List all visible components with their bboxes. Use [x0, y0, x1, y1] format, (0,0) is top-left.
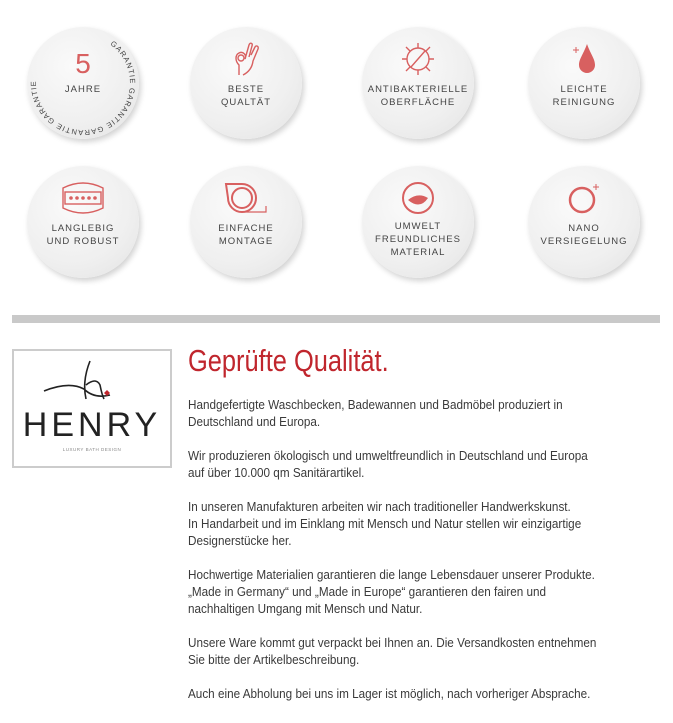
- badge-easy-cleaning: [528, 27, 640, 139]
- text-line: Hochwertige Materialien garantieren die lange Lebensdauer unserer Produkte.: [188, 568, 595, 582]
- svg-text:LUXURY BATH DESIGN: LUXURY BATH DESIGN: [62, 447, 122, 452]
- badge-label: FREUNDLICHES: [375, 234, 461, 245]
- page-title: Geprüfte Qualität.: [188, 343, 389, 378]
- antibacterial-icon: [400, 41, 436, 77]
- nano-ring-icon: [566, 180, 602, 216]
- badge-nano-sealing: [528, 166, 640, 278]
- text-line: Designerstücke her.: [188, 534, 292, 548]
- guarantee-years: 5: [75, 48, 91, 79]
- badge-label: ANTIBAKTERIELLE: [367, 84, 469, 95]
- text-line: auf über 10.000 qm Sanitärartikel.: [188, 466, 365, 480]
- description: [188, 397, 663, 720]
- badge-label: UMWELT: [394, 221, 442, 232]
- badge-label: REINIGUNG: [552, 97, 616, 108]
- text-line: Unsere Ware kommt gut verpackt bei Ihnen an. Die Versandkosten entnehmen: [188, 636, 597, 650]
- badge-label: VERSIEGELUNG: [540, 236, 628, 247]
- leaf-circle-icon: [400, 180, 436, 216]
- paragraph: [188, 635, 630, 669]
- paragraph: [188, 567, 630, 618]
- badge-guarantee: [27, 27, 139, 139]
- text-line: In unseren Manufakturen arbeiten wir nach traditioneller Handwerkskunst.: [188, 500, 571, 514]
- badge-label: UND ROBUST: [46, 236, 120, 247]
- five-stars-icon: [59, 180, 107, 216]
- badge-label: MONTAGE: [218, 236, 274, 247]
- text-line: nachhaltigen Umgang mit Mensch und Natur.: [188, 602, 423, 616]
- badge-eco-material: [362, 166, 474, 278]
- water-drop-icon: [569, 41, 599, 77]
- badge-durable: [27, 166, 139, 278]
- text-line: „Made in Germany“ und „Made in Europe“ garantieren den fairen und: [188, 585, 547, 599]
- badge-label: OBERFLÄCHE: [380, 97, 456, 108]
- ok-hand-icon: [231, 41, 261, 77]
- badge-label: EINFACHE: [218, 223, 274, 234]
- text-line: Wir produzieren ökologisch und umweltfreundlich in Deutschland und Europa: [188, 449, 588, 463]
- henry-logo-mark: [14, 351, 170, 466]
- badge-label: LANGLEBIG: [51, 223, 115, 234]
- text-line: Handgefertigte Waschbecken, Badewannen und Badmöbel produziert in: [188, 398, 563, 412]
- badge-label: JAHRE: [64, 84, 102, 95]
- henry-logo: [12, 349, 172, 468]
- paragraph: [188, 397, 630, 431]
- text-line: In Handarbeit und im Einklang mit Mensch und Natur stellen wir einzigartige: [188, 517, 582, 531]
- text-line: Sie bitte der Artikelbeschreibung.: [188, 653, 360, 667]
- badge-label: NANO: [568, 223, 600, 234]
- badge-label: BESTE: [227, 84, 265, 95]
- badge-label: LEICHTE: [560, 84, 608, 95]
- paragraph: [188, 448, 630, 482]
- text-line: Deutschland und Europa.: [188, 415, 321, 429]
- badge-antibacterial: [362, 27, 474, 139]
- paragraph: [188, 686, 630, 703]
- section-divider: [12, 315, 660, 323]
- badge-easy-assembly: [190, 166, 302, 278]
- badge-quality: [190, 27, 302, 139]
- svg-text:GARANTIE GARANTIE GARANTIE GAR: GARANTIE GARANTIE GARANTIE GARANTIE: [28, 38, 138, 138]
- paragraph: [188, 499, 630, 550]
- badge-label: MATERIAL: [390, 247, 446, 258]
- tape-measure-icon: [222, 180, 270, 216]
- text-line: Auch eine Abholung bei uns im Lager ist möglich, nach vorheriger Absprache.: [188, 687, 591, 701]
- badge-label: QUALTÄT: [220, 97, 272, 108]
- svg-text:HENRY: HENRY: [22, 406, 162, 444]
